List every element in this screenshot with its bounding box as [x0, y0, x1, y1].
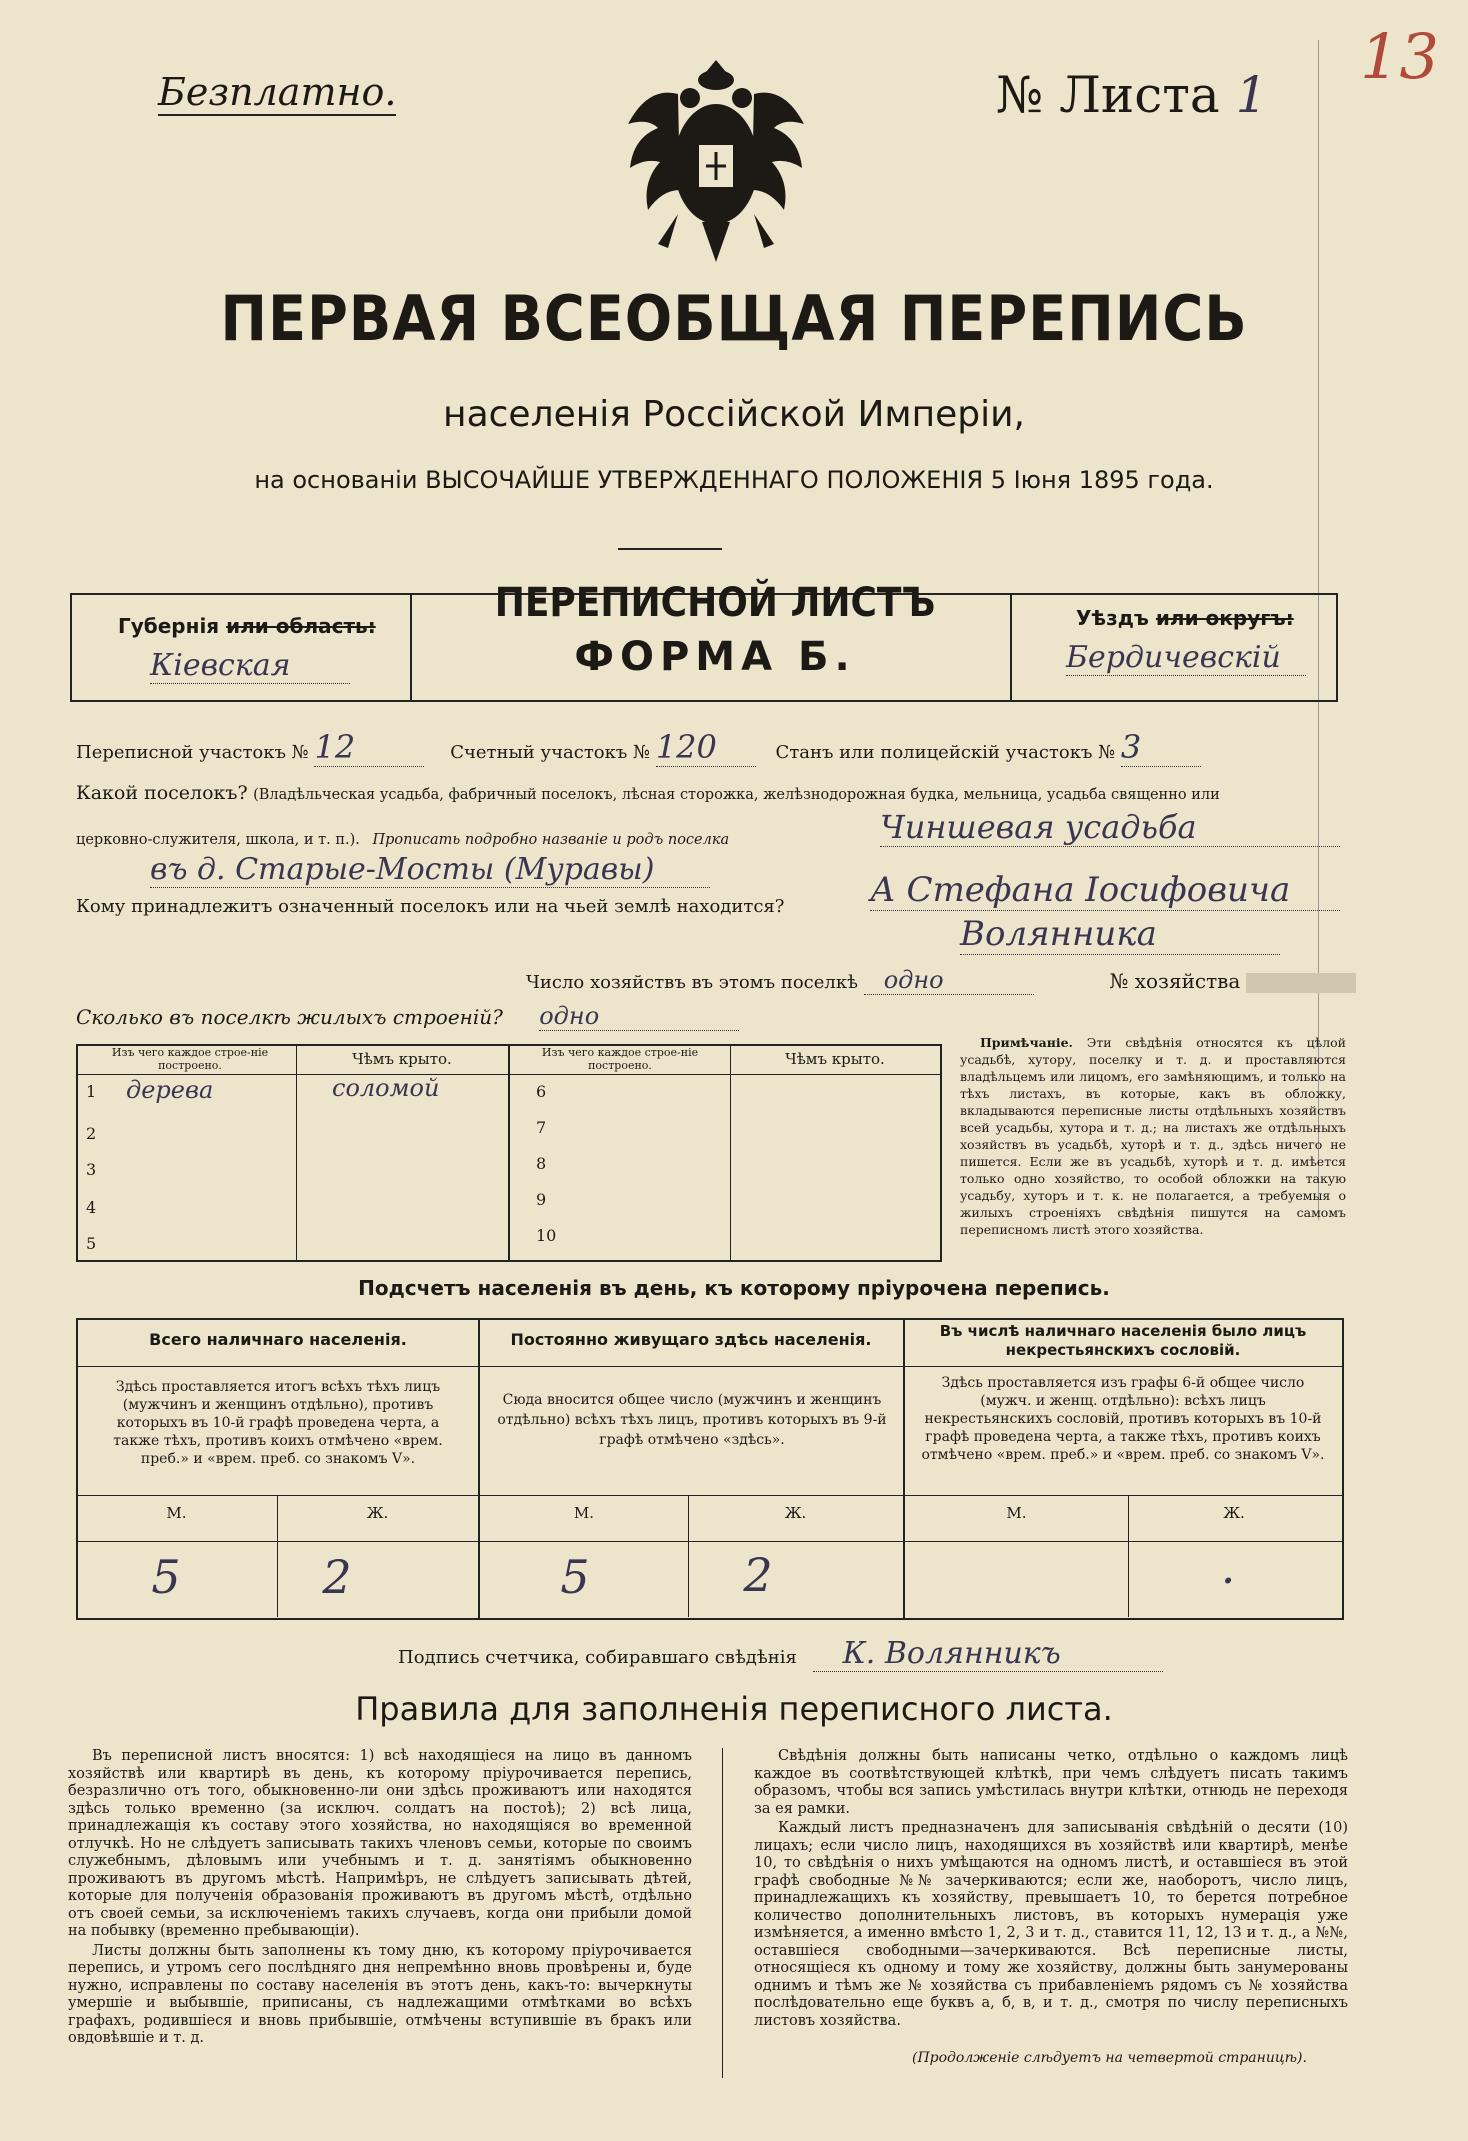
buildings-value: одно [539, 1002, 739, 1031]
buildings-row-1: 1 дерева соломой [86, 1074, 440, 1104]
stan-value: 3 [1121, 728, 1201, 767]
census-title: ПЕРВАЯ ВСЕОБЩАЯ ПЕРЕПИСЬ [220, 282, 1248, 355]
buildings-table-mid [508, 1044, 510, 1260]
households-value: одно [864, 966, 1034, 995]
form-header-divider-right [1010, 593, 1012, 700]
population-total-m: 5 [151, 1550, 181, 1604]
population-heading: Подсчетъ населенія въ день, къ которому пріурочена перепись. [358, 1276, 1110, 1300]
free-label: Безплатно. [158, 70, 397, 114]
owner-value-line2: Волянника [960, 914, 1280, 955]
population-total-f: 2 [322, 1550, 352, 1604]
census-area-row: Переписной участокъ № 12 Счетный участокъ № 120 Станъ или полицейскій участокъ № 3 [76, 728, 1336, 767]
sheet-title: ПЕРЕПИСНОЙ ЛИСТЪ [494, 580, 936, 626]
buildings-header-line [76, 1074, 940, 1075]
rules-left-para-1: Въ переписной листъ вносятся: 1) всѣ находящіеся на лицо въ данномъ хозяйствѣ или квартирѣ въ день, къ которому пріурочивается перепись, безразлично отъ того, обыкновенно-ли они здѣсь проживаютъ или находятся здѣсь только временно (за исключ. солдатъ на постоѣ); 2) всѣ лица, принадлежащія къ составу этого хозяйства, но находящіяся во временной отлучкѣ. Но не слѣдуетъ записывать такихъ членовъ семьи, которые по своимъ служебнымъ, дѣловымъ или учебнымъ и т. д. занятіямъ обыкновенно проживаютъ въ другомъ мѣстѣ. Напримѣръ, не слѣдуетъ записывать дѣтей, которые для полученія образованія проживаютъ въ другомъ мѣстѣ, отдѣльно отъ своей семьи, за исключеніемъ такихъ случаевъ, когда они прибыли домой на побывку (временно пребывающіи). [68, 1748, 692, 1939]
buildings-row-9: 9 [536, 1190, 547, 1209]
buildings-row-4: 4 [86, 1198, 97, 1217]
signature-value: К. Волянникъ [813, 1636, 1163, 1672]
rules-right-para-1: Свѣдѣнія должны быть написаны четко, отдѣльно о каждомъ лицѣ каждое въ соотвѣтствующей клѣткѣ, при чемъ слѣдуетъ писать такимъ образомъ, чтобы вся запись умѣстилась внутри клѣтки, отнюдь не переходя за ея рамки. [754, 1748, 1348, 1817]
settlement-value-line2: въ д. Старые-Мосты (Муравы) [150, 852, 710, 888]
buildings-row-10: 10 [536, 1226, 557, 1245]
title-divider [618, 548, 722, 550]
settlement-hint-line2: церковно-служителя, школа, и т. п.). Прописать подробно названіе и родъ поселка [76, 832, 730, 848]
buildings-row-7: 7 [536, 1118, 547, 1137]
buildings-col-divider-right [730, 1044, 731, 1260]
owner-value: А Стефана Іосифовича [870, 870, 1340, 911]
gubernia-value: Кіевская [150, 648, 350, 684]
form-header-left-edge [70, 593, 72, 700]
form-title: ФОРМА Б. [574, 634, 856, 680]
buildings-col-material-right: Изъ чего каждое строе-ніе построено. [541, 1046, 699, 1072]
census-area-value: 12 [314, 728, 424, 767]
population-col1-text: Здѣсь проставляется итогъ всѣхъ тѣхъ лицъ (мужчинъ и женщинъ отдѣльно), противъ которыхъ въ 10-й графѣ проведена черта, а также тѣхъ, противъ коихъ отмѣчено «врем. преб.» и «врем. преб. со знакомъ V». [113, 1379, 443, 1467]
buildings-col-roof: Чѣмъ крыто. [352, 1050, 452, 1068]
form-header-bottom-line [70, 700, 1338, 702]
household-no-field [1246, 973, 1356, 993]
rules-right-para-2: Каждый листъ предназначенъ для записыванія свѣдѣній о десяти (10) лицахъ; если число лицъ, находящихся въ хозяйствѣ или квартирѣ, менѣе 10, то свѣдѣнія о нихъ умѣщаются на одномъ листѣ, и оставшіеся въ этой графѣ свободные №№ зачеркиваются; если же, наоборотъ, число лицъ, принадлежащихъ къ хозяйству, превышаетъ 10, то берется потребное количество дополнительныхъ листовъ, въ которыхъ нумерація уже измѣняется, а именно вмѣсто 1, 2, 3 и т. д., ставится 11, 12, 13 и т. д., а №№, оставшіеся свободными—зачеркиваются. Всѣ переписные листы, относящіеся къ одному и тому же хозяйству, должны быть занумерованы однимъ и тѣмъ же № хозяйства съ прибавленіемъ рядомъ съ № хозяйства послѣдовательно еще буквъ а, б, в, и т. д., смотря по числу переписныхъ листовъ хозяйства. [754, 1820, 1348, 2029]
rules-column-divider [722, 1748, 723, 2078]
population-m-label-1: М. [166, 1504, 187, 1522]
form-header-divider-left [410, 593, 412, 700]
population-permanent-m: 5 [560, 1550, 590, 1604]
population-col-divider-2 [903, 1318, 905, 1618]
rules-continued: (Продолженіе слѣдуетъ на четвертой страницѣ). [912, 2050, 1307, 2066]
sheet-number-value: 1 [1235, 66, 1268, 124]
population-m-label-3: М. [1006, 1504, 1027, 1522]
uezd-label: Уѣздъ или округъ: [1076, 606, 1294, 630]
corner-number: 13 [1360, 20, 1439, 93]
settlement-question: Какой поселокъ? (Владѣльческая усадьба, фабричный поселокъ, лѣсная сторожка, желѣзнодорожная будка, мельница, усадьба священно или [76, 782, 1220, 804]
buildings-row-6: 6 [536, 1082, 547, 1101]
population-mf-line [76, 1495, 1342, 1496]
buildings-question: Сколько въ поселкѣ жилыхъ строеній? одно [76, 1002, 739, 1031]
signature-row: Подпись счетчика, собиравшаго свѣдѣнія К. Волянникъ [398, 1636, 1163, 1672]
population-col3-title: Въ числѣ наличнаго населенія было лицъ некрестьянскихъ сословій. [939, 1322, 1307, 1359]
buildings-note: Примѣчаніе. Эти свѣдѣнія относятся къ цѣлой усадьбѣ, хутору, поселку и т. д. и проставляются владѣльцемъ или лицомъ, его замѣняющимъ, и только на тѣхъ листахъ, въ которые, какъ въ обложку, вкладываются переписные листы отдѣльныхъ хозяйствъ всей усадьбы, хутора и т. д.; на листахъ же отдѣльныхъ хозяйствъ въ усадьбѣ, хуторѣ и т. д., здѣсь ничего не пишется. Если же въ усадьбѣ, хуторѣ и т. д. имѣется только одно хозяйство, то особой обложки на такую усадьбу, хуторъ и т. к. не полагается, а требуемыя о жилыхъ строеніяхъ свѣдѣнія пишутся на самомъ переписномъ листѣ этого хозяйства. [960, 1035, 1346, 1237]
population-title-line [76, 1366, 1342, 1367]
count-area-value: 120 [656, 728, 756, 767]
buildings-row-5: 5 [86, 1234, 97, 1253]
rules-title: Правила для заполненія переписного листа. [355, 1690, 1113, 1728]
census-basis: на основаніи ВЫСОЧАЙШЕ УТВЕРЖДЕННАГО ПОЛОЖЕНІЯ 5 Іюня 1895 года. [254, 466, 1214, 494]
population-nonpeasant-f: . [1220, 1540, 1236, 1594]
owner-question: Кому принадлежитъ означенный поселокъ или на чьей землѣ находится? [76, 896, 785, 917]
settlement-value: Чиншевая усадьба [880, 808, 1340, 847]
buildings-row-8: 8 [536, 1154, 547, 1173]
census-subtitle: населенія Россійской Имперіи, [443, 394, 1025, 435]
gubernia-label: Губернія или область: [118, 614, 376, 638]
rules-right-column [754, 1748, 1348, 2032]
uezd-value: Бердичевскій [1066, 640, 1306, 676]
buildings-col-divider-left [296, 1044, 297, 1260]
population-permanent-f: 2 [743, 1548, 773, 1602]
form-header-right-edge [1336, 593, 1338, 700]
population-f-label-3: Ж. [1223, 1504, 1245, 1522]
buildings-col-roof-right: Чѣмъ крыто. [785, 1050, 885, 1068]
population-col2-title: Постоянно живущаго здѣсь населенія. [510, 1330, 872, 1349]
rules-left-column [68, 1748, 692, 2050]
population-col2-text: Сюда вносится общее число (мужчинъ и женщинъ отдѣльно) всѣхъ тѣхъ лицъ, противъ которыхъ въ 9-й графѣ отмѣчено «здѣсь». [497, 1392, 887, 1448]
buildings-row-2: 2 [86, 1124, 97, 1143]
rules-left-para-2: Листы должны быть заполнены къ тому дню, къ которому пріурочивается перепись, и утромъ сего послѣдняго дня непремѣнно вновь провѣрены и, буде нужно, исправлены по составу населенія въ этотъ день, какъ-то: вычеркнуты умершіе и выбывшіе, приписаны, съ надлежащими отмѣтками во всѣхъ графахъ, родившіеся и вновь прибывшіе, отмѣчены вступившіе въ бракъ или овдовѣвшіе и т. д. [68, 1942, 692, 2046]
population-f-label-2: Ж. [784, 1504, 807, 1522]
population-col1-title: Всего наличнаго населенія. [149, 1330, 407, 1349]
imperial-eagle-emblem [618, 54, 814, 274]
population-m-label-2: М. [573, 1504, 595, 1522]
population-f-label-1: Ж. [366, 1504, 389, 1522]
buildings-col-material: Изъ чего каждое строе-ніе построено. [111, 1046, 269, 1072]
sheet-number-label: № Листа 1 [996, 66, 1268, 124]
buildings-row-3: 3 [86, 1160, 97, 1179]
households-row: Число хозяйствъ въ этомъ поселкѣ одно № хозяйства [526, 966, 1356, 995]
population-col3-text: Здѣсь проставляется изъ графы 6-й общее число (мужч. и женщ. отдѣльно): всѣхъ лицъ некрестьянскихъ сословій, противъ которыхъ въ 10-й графѣ проведена черта, а также тѣхъ, противъ коихъ отмѣчено «врем. преб.» и «врем. преб. со знакомъ V». [921, 1375, 1325, 1463]
